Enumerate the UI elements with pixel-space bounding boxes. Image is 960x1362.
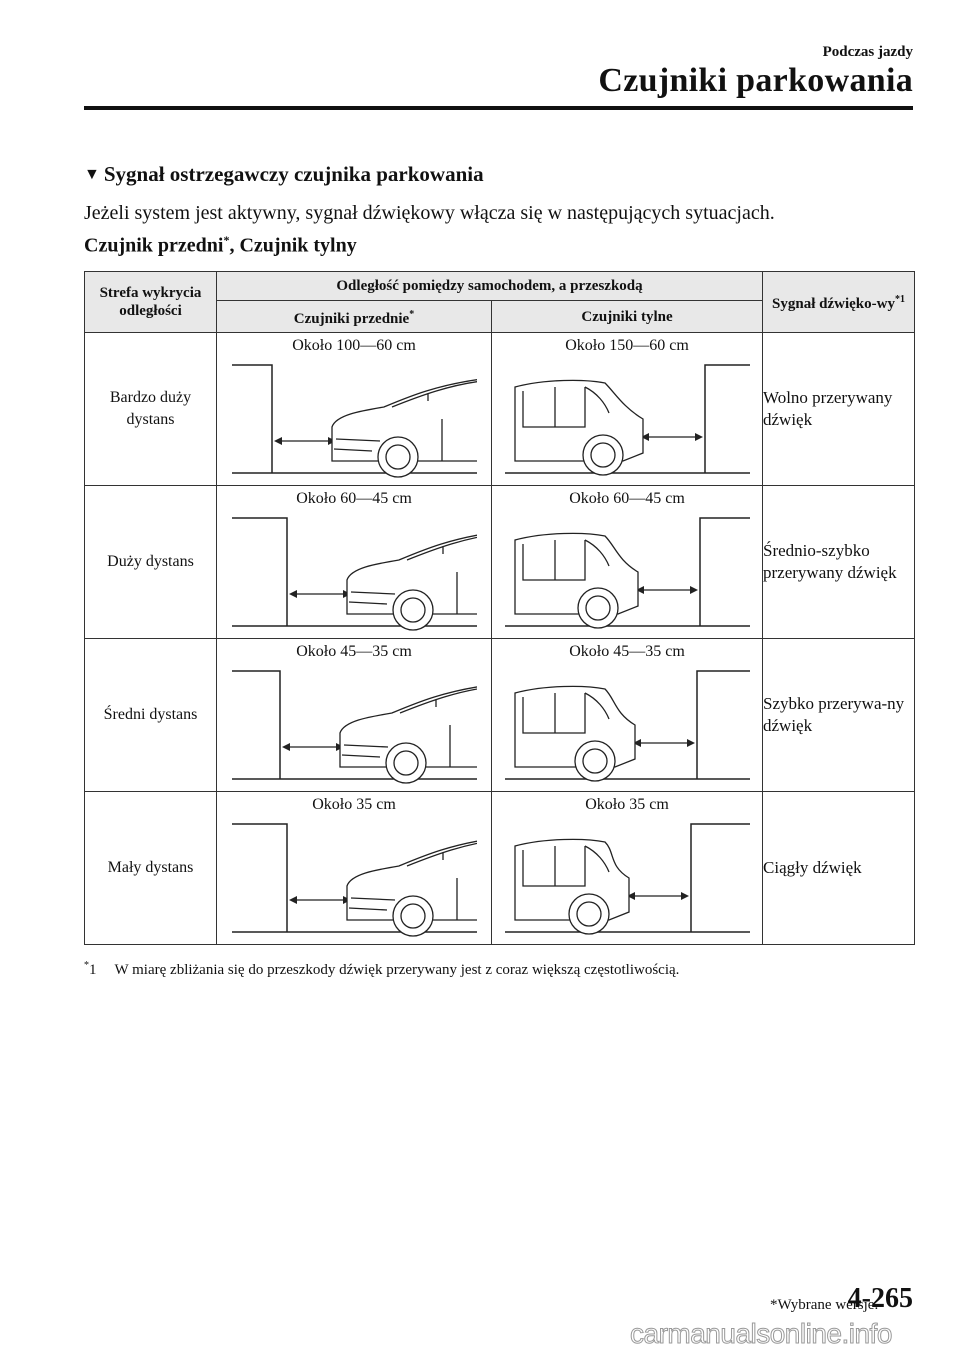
warning-table — [84, 271, 915, 945]
page-title: Czujniki parkowania — [598, 62, 913, 99]
arrow-head-left — [289, 590, 297, 598]
table-row — [85, 792, 915, 945]
footnote-number: 1 — [89, 962, 97, 978]
obstacle-wall — [232, 824, 287, 932]
table-row — [85, 639, 915, 792]
table-row — [85, 333, 915, 486]
obstacle-wall — [697, 671, 750, 779]
zone-cell: Duży dystans — [85, 486, 217, 639]
front-sensor-cell — [217, 333, 492, 486]
rear-sensor-cell — [492, 486, 763, 639]
subheading-front: Czujnik przedni — [84, 234, 224, 257]
arrow-head-left — [282, 743, 290, 751]
signal-cell: Wolno przerywany dźwięk — [763, 333, 915, 486]
arrow-head-right — [681, 892, 689, 900]
rear-sensor-cell — [492, 333, 763, 486]
car-front-view — [347, 524, 477, 630]
obstacle-wall — [232, 518, 287, 626]
arrow-head-right — [695, 433, 703, 441]
footnote-star: * — [84, 960, 89, 971]
front-car-illustration — [232, 663, 477, 785]
obstacle-wall — [705, 365, 750, 473]
header-front-star: * — [409, 308, 415, 320]
section-heading-text: Sygnał ostrzegawczy czujnika parkowania — [103, 162, 484, 186]
section-heading — [84, 162, 484, 187]
front-sensor-cell — [217, 486, 492, 639]
rear-distance-label: Około 45—35 cm — [569, 643, 685, 660]
car-rear-view — [515, 380, 643, 475]
arrow-head-left — [274, 437, 282, 445]
rear-car-illustration — [505, 816, 750, 938]
intro-paragraph: Jeżeli system jest aktywny, sygnał dźwiękowy włącza się w następujących sytuacjach. — [84, 202, 775, 224]
car-rear-view — [515, 533, 638, 628]
table-row — [85, 486, 915, 639]
section-label: Podczas jazdy — [822, 44, 913, 60]
header-front — [217, 301, 492, 333]
obstacle-wall — [691, 824, 750, 932]
header-distance: Odległość pomiędzy samochodem, a przeszkodą — [217, 272, 763, 301]
front-car-illustration — [232, 357, 477, 479]
rear-distance-label: Około 35 cm — [585, 796, 669, 813]
header-rear: Czujniki tylne — [492, 301, 763, 333]
rear-distance-label: Około 150—60 cm — [565, 337, 689, 354]
car-front-view — [340, 677, 477, 783]
zone-cell: Bardzo duży dystans — [85, 333, 217, 486]
signal-cell: Ciągły dźwięk — [763, 792, 915, 945]
subheading-star: * — [223, 233, 230, 247]
sensor-subheading — [84, 233, 357, 258]
arrow-head-right — [687, 739, 695, 747]
rear-car-illustration — [505, 663, 750, 785]
zone-cell: Średni dystans — [85, 639, 217, 792]
obstacle-wall — [700, 518, 750, 626]
footer-note: *Wybrane wersje. — [770, 1297, 879, 1313]
triangle-marker-icon: ▼ — [84, 166, 100, 183]
arrow-head-right — [690, 586, 698, 594]
footnote — [84, 960, 679, 979]
signal-cell: Średnio-szybko przerywany dźwięk — [763, 486, 915, 639]
obstacle-wall — [232, 671, 280, 779]
watermark: carmanualsonline.info — [630, 1318, 892, 1349]
front-car-illustration — [232, 510, 477, 632]
footnote-text: W miarę zbliżania się do przeszkody dźwięk przerywany jest z coraz większą częstotliwością. — [114, 962, 680, 978]
subheading-rear: , Czujnik tylny — [229, 234, 357, 257]
front-distance-label: Około 35 cm — [312, 796, 396, 813]
car-rear-view — [515, 839, 629, 934]
rear-car-illustration — [505, 357, 750, 479]
header-signal-text: Sygnał dźwięko-wy — [772, 296, 895, 312]
car-front-view — [347, 830, 477, 936]
rear-sensor-cell — [492, 792, 763, 945]
header-zone: Strefa wykrycia odległości — [85, 272, 217, 333]
signal-cell: Szybko przerywa-ny dźwięk — [763, 639, 915, 792]
header-front-text: Czujniki przednie — [293, 310, 410, 327]
front-sensor-cell — [217, 792, 492, 945]
header-signal-sup: *1 — [894, 294, 905, 305]
car-rear-view — [515, 686, 635, 781]
rear-car-illustration — [505, 510, 750, 632]
front-sensor-cell — [217, 639, 492, 792]
front-car-illustration — [232, 816, 477, 938]
zone-cell: Mały dystans — [85, 792, 217, 945]
header-signal — [763, 272, 915, 333]
car-front-view — [332, 371, 477, 477]
rear-distance-label: Około 60—45 cm — [569, 490, 685, 507]
arrow-head-left — [289, 896, 297, 904]
front-distance-label: Około 45—35 cm — [296, 643, 412, 660]
rear-sensor-cell — [492, 639, 763, 792]
header-divider — [84, 106, 913, 110]
obstacle-wall — [232, 365, 272, 473]
page-number: 4-265 — [847, 1283, 913, 1314]
front-distance-label: Około 100—60 cm — [292, 337, 416, 354]
front-distance-label: Około 60—45 cm — [296, 490, 412, 507]
